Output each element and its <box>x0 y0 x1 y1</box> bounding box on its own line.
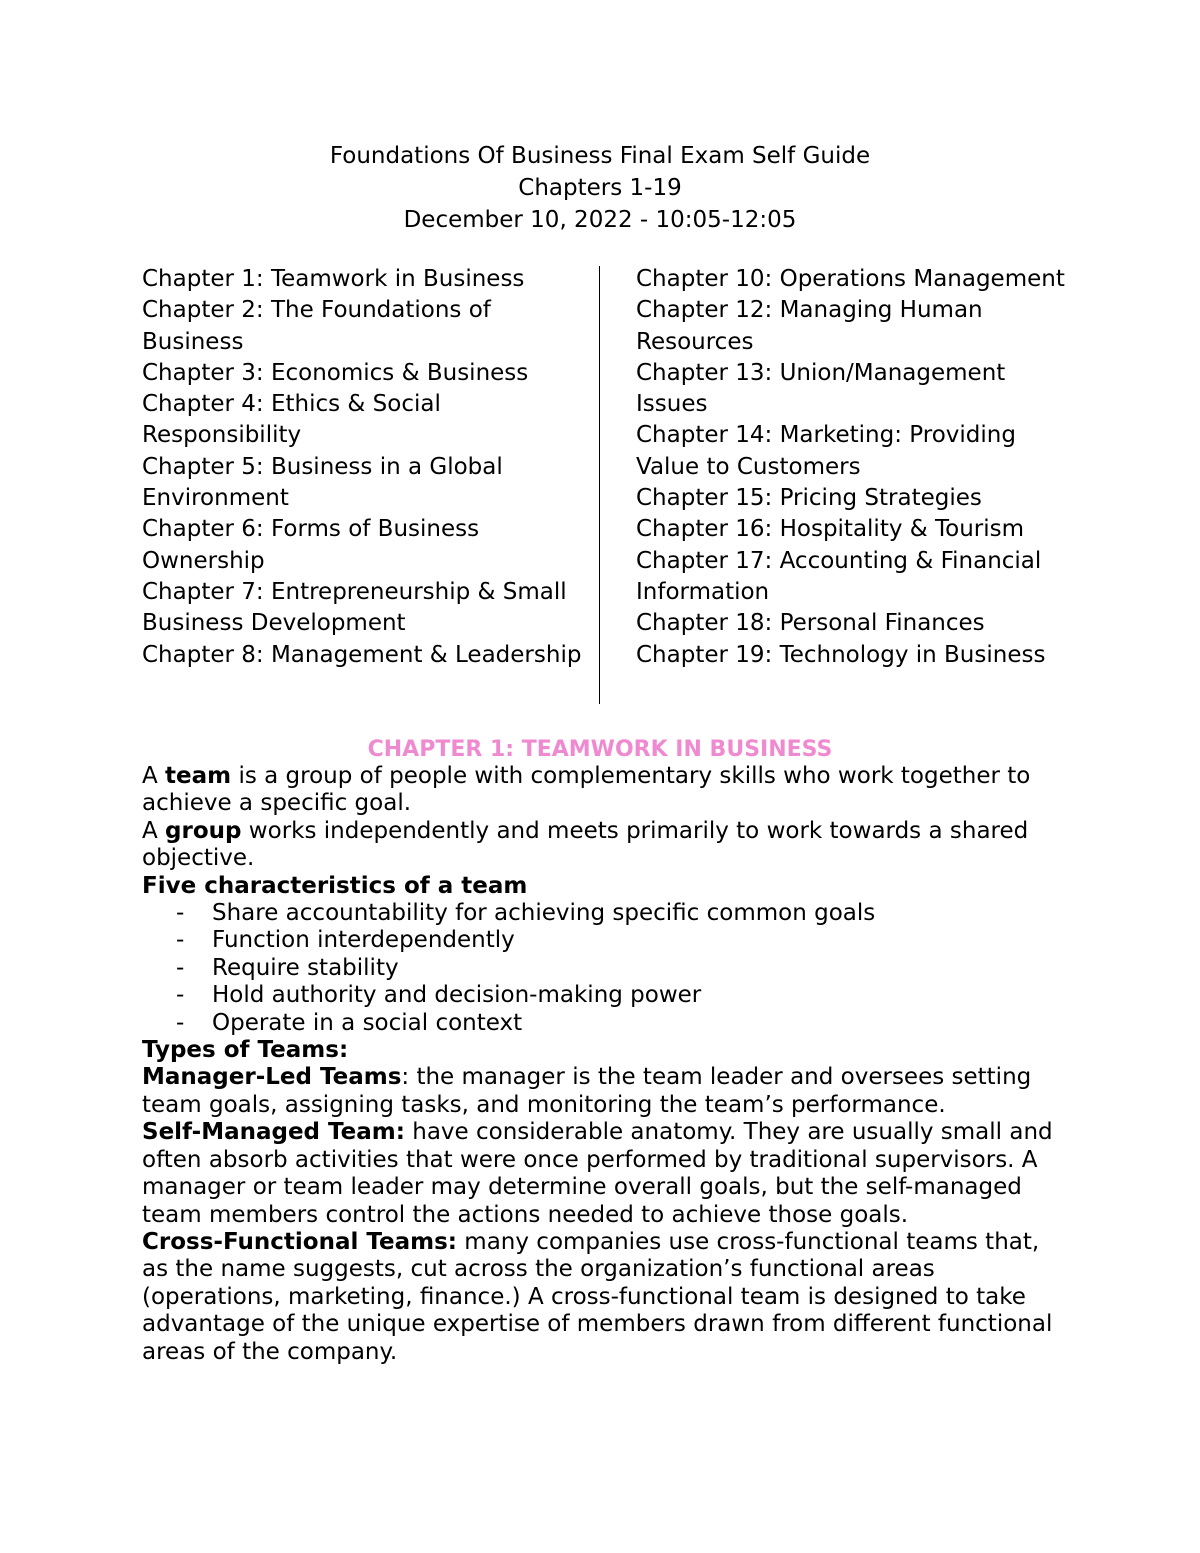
chapter-list-item: Chapter 2: The Foundations of Business <box>142 297 491 355</box>
definition-prefix: A <box>142 763 166 789</box>
chapter-list-item: Chapter 16: Hospitality & Tourism <box>636 516 1025 543</box>
term-team: team <box>165 763 232 789</box>
types-heading-text: Types of Teams: <box>142 1037 349 1064</box>
bullet-dash: - <box>176 927 185 954</box>
chapter-list-item: Chapter 12: Managing Human Resources <box>636 297 983 355</box>
chapter-list-left <box>142 264 582 671</box>
term-group: group <box>165 817 242 844</box>
chapter-list-item: Chapter 3: Economics & Business <box>142 359 529 386</box>
team-definition <box>142 763 1062 818</box>
characteristics-list <box>142 900 1062 1037</box>
list-item <box>142 982 1062 1009</box>
characteristics-heading <box>142 873 1062 900</box>
list-item <box>142 900 1062 927</box>
chapter-list-item: Chapter 15: Pricing Strategies <box>636 485 982 512</box>
column-divider <box>599 266 600 704</box>
bullet-dash: - <box>176 900 185 927</box>
document-header <box>0 140 1200 236</box>
chapter-list-item: Chapter 6: Forms of Business Ownership <box>142 516 480 574</box>
manager-led-teams <box>142 1064 1062 1119</box>
cross-functional-teams <box>142 1229 1062 1366</box>
list-item <box>142 1010 1062 1037</box>
definition-text: is a group of people with complementary skills who work together to achieve a specific goal. <box>142 763 1031 817</box>
list-item-text: Function interdependently <box>212 927 515 954</box>
chapter-list-item: Chapter 8: Management & Leadership <box>142 641 582 668</box>
chapter-list-right <box>636 264 1076 671</box>
chapter-list-item: Chapter 4: Ethics & Social Responsibility <box>142 391 441 449</box>
list-item-text: Share accountability for achieving specific common goals <box>212 900 876 927</box>
list-item-text: Hold authority and decision-making power <box>212 982 702 1009</box>
self-managed-team <box>142 1119 1062 1229</box>
exam-date: December 10, 2022 - 10:05-12:05 <box>403 207 797 233</box>
definition-text: many companies use cross-functional teams that, as the name suggests, cut across the organization’s functional areas (operations, marketing, finance.) A cross-functional team is designed to take advantage of the unique expertise of members drawn from different functional areas of the company. <box>142 1228 1053 1365</box>
chapter-list-item: Chapter 10: Operations Management <box>636 266 1065 292</box>
chapter-list-item: Chapter 1: Teamwork in Business <box>142 266 525 292</box>
chapter-list-item: Chapter 14: Marketing: Providing Value to Customers <box>636 422 1016 480</box>
document-subtitle: Chapters 1-19 <box>518 175 682 201</box>
list-item-text: Operate in a social context <box>212 1009 523 1036</box>
group-definition <box>142 818 1062 873</box>
chapter-list-item: Chapter 7: Entrepreneurship & Small Business Development <box>142 578 567 637</box>
definition-text: works independently and meets primarily to work towards a shared objective. <box>142 817 1029 872</box>
term-self-managed: Self-Managed Team: <box>142 1119 405 1146</box>
characteristics-heading-text: Five characteristics of a team <box>142 872 528 899</box>
definition-text: have considerable anatomy. They are usually small and often absorb activities that were once performed by traditional supervisors. A manager or team leader may determine overall goals, but the self-managed team members control the actions needed to achieve those goals. <box>142 1119 1053 1228</box>
bullet-dash: - <box>176 1009 185 1036</box>
chapter-list-item: Chapter 13: Union/Management Issues <box>636 359 1006 418</box>
document-title: Foundations Of Business Final Exam Self Guide <box>329 143 871 169</box>
list-item <box>142 927 1062 954</box>
list-item <box>142 955 1062 982</box>
chapter-list-item: Chapter 5: Business in a Global Environment <box>142 453 503 512</box>
chapter-list-item: Chapter 18: Personal Finances <box>636 610 985 637</box>
chapter-list-item: Chapter 17: Accounting & Financial Information <box>636 547 1042 605</box>
bullet-dash: - <box>176 954 185 981</box>
chapter-body <box>142 763 1062 1366</box>
definition-text: : the manager is the team leader and oversees setting team goals, assigning tasks, and monitoring the team’s performance. <box>142 1064 1032 1118</box>
definition-prefix: A <box>142 817 166 844</box>
list-item-text: Require stability <box>212 954 399 981</box>
term-manager-led: Manager-Led Teams <box>142 1064 402 1091</box>
section-heading: CHAPTER 1: TEAMWORK IN BUSINESS <box>367 737 833 762</box>
term-cross-functional: Cross-Functional Teams: <box>142 1228 457 1255</box>
bullet-dash: - <box>176 982 185 1009</box>
chapter-list-item: Chapter 19: Technology in Business <box>636 641 1046 668</box>
types-heading <box>142 1037 1062 1064</box>
